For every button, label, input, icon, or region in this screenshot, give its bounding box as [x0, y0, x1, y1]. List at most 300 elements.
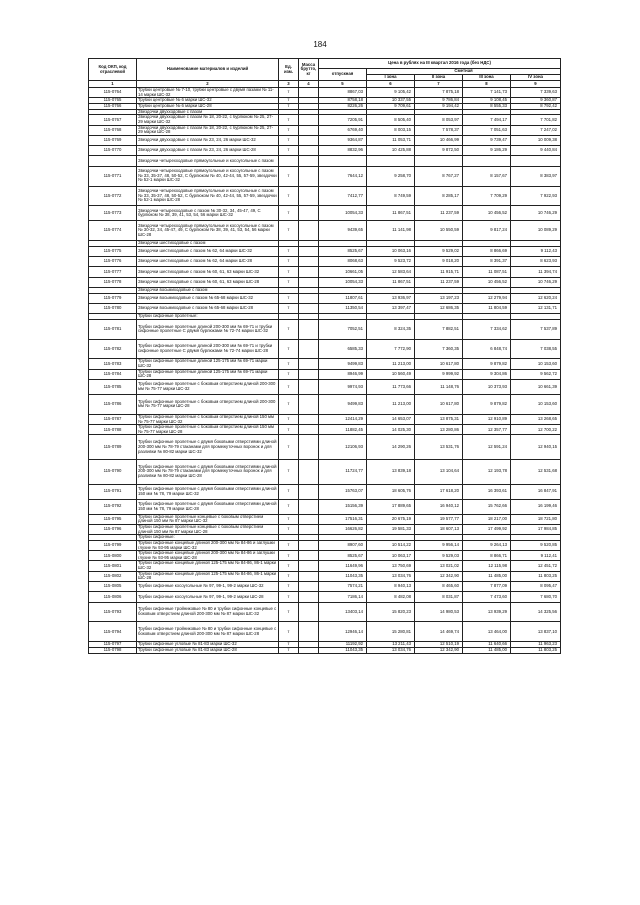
price-zone-3: 8 555,33 — [463, 103, 511, 109]
table-row — [89, 602, 561, 622]
item-mass — [299, 582, 319, 592]
column-number: 4 — [299, 81, 319, 88]
price-zone-4: 9 520,85 — [511, 540, 561, 550]
price-zone-1: 11 053,71 — [367, 135, 415, 145]
price-zone-2: 12 342,90 — [415, 571, 463, 581]
column-number: 5 — [319, 81, 367, 88]
price-table — [88, 58, 561, 654]
price-zone-3: 6 848,74 — [463, 339, 511, 359]
item-name: Трубки сифонные пролетные длиной 200-300 мм № 69-71 и трубки сифонные пролетные С двумя бурлюками № 72-74 марки ШС-32 — [137, 319, 279, 339]
price-zone-3: 12 193,78 — [463, 460, 511, 485]
table-row — [89, 257, 561, 267]
item-unit: т — [279, 98, 299, 104]
column-number: 1 — [89, 81, 137, 88]
table-row — [89, 571, 561, 581]
price-release: 7644,12 — [319, 166, 367, 186]
price-zone-4: 10 746,29 — [511, 277, 561, 287]
item-unit: т — [279, 514, 299, 524]
price-zone-3: 12 357,77 — [463, 425, 511, 435]
price-zone-2: 10 617,80 — [415, 359, 463, 369]
table-row — [89, 551, 561, 561]
item-name: Звездочки шестиходовые с пазом № 60, 61, 63 марки ШС-28 — [137, 277, 279, 287]
table-row — [89, 115, 561, 125]
item-code: 115-0784 — [89, 369, 137, 379]
price-release: 11807,61 — [319, 293, 367, 303]
price-zone-1: 13 211,43 — [367, 642, 415, 648]
price-zone-3: 9 304,86 — [463, 369, 511, 379]
price-release: 8867,03 — [319, 88, 367, 98]
price-release: 12414,29 — [319, 414, 367, 424]
price-zone-4: 8 623,93 — [511, 257, 561, 267]
price-zone-2: 9 529,02 — [415, 246, 463, 256]
price-zone-4: 12 531,68 — [511, 460, 561, 485]
page-number: 184 — [313, 40, 327, 49]
price-zone-3: 11 640,66 — [463, 642, 511, 648]
price-zone-4: 12 940,15 — [511, 435, 561, 460]
price-release: 9499,83 — [319, 395, 367, 415]
table-row — [89, 166, 561, 186]
item-code: 115-0797 — [89, 642, 137, 648]
price-zone-4: 7 038,55 — [511, 339, 561, 359]
item-name: Звездочки двухходовые с пазом № 23, 24, 26 марки ШС-32 — [137, 135, 279, 145]
item-name: Звездочки восьмиходовые с пазом № 65-68 марки ШС-32 — [137, 293, 279, 303]
item-mass — [299, 602, 319, 622]
table-row — [89, 146, 561, 156]
item-mass — [299, 647, 319, 653]
price-release: 11724,77 — [319, 460, 367, 485]
table-row — [89, 484, 561, 499]
price-zone-2: 18 607,13 — [415, 524, 463, 534]
price-zone-2: 7 360,35 — [415, 339, 463, 359]
item-code: 115-0785 — [89, 380, 137, 395]
price-zone-2 — [415, 156, 463, 166]
price-zone-2: 14 469,74 — [415, 622, 463, 642]
item-name: Трубки сифонные тройниковые № 80 и трубки сифонные концевые с боковым отверстием длиной 200-300 мм № 87 марки ШС-28 — [137, 622, 279, 642]
price-zone-2: 16 940,12 — [415, 499, 463, 514]
price-release: 10054,33 — [319, 277, 367, 287]
item-mass — [299, 571, 319, 581]
price-zone-4: 7 701,82 — [511, 115, 561, 125]
price-zone-3: 7 877,09 — [463, 582, 511, 592]
header-release: отпускная — [319, 69, 367, 81]
item-name: Трубки сифонные пролетные: — [137, 314, 279, 320]
item-code: 115-0806 — [89, 592, 137, 602]
price-zone-3: 13 464,00 — [463, 622, 511, 642]
item-mass — [299, 499, 319, 514]
header-mass: Масса брутто, кг — [299, 59, 319, 81]
column-number: 6 — [367, 81, 415, 88]
table-row — [89, 339, 561, 359]
header-zone-2: II зона — [415, 75, 463, 81]
item-unit: т — [279, 267, 299, 277]
price-zone-2: 13 104,64 — [415, 460, 463, 485]
price-release: 13403,14 — [319, 602, 367, 622]
table-row — [89, 156, 561, 166]
item-mass — [299, 257, 319, 267]
item-mass — [299, 135, 319, 145]
price-zone-3: 9 739,47 — [463, 135, 511, 145]
price-zone-1: 14 653,07 — [367, 414, 415, 424]
price-zone-4: 12 451,72 — [511, 561, 561, 571]
price-zone-2: 10 466,99 — [415, 135, 463, 145]
price-zone-4: 8 792,42 — [511, 103, 561, 109]
price-zone-4: 9 360,87 — [511, 98, 561, 104]
price-zone-2: 13 531,76 — [415, 435, 463, 460]
price-zone-1: 11 213,00 — [367, 359, 415, 369]
item-code: 115-0802 — [89, 571, 137, 581]
price-zone-2: 8 031,87 — [415, 592, 463, 602]
price-release: 8068,63 — [319, 257, 367, 267]
item-mass — [299, 622, 319, 642]
item-name: Трубки сифонные концевые длиной 200-300 мм № 84-86 и заглушки глухие № 93-95 марки ШС-32 — [137, 540, 279, 550]
item-mass — [299, 359, 319, 369]
price-release: 8946,99 — [319, 369, 367, 379]
item-unit — [279, 156, 299, 166]
item-code: 115-0765 — [89, 98, 137, 104]
price-zone-2: 11 915,71 — [415, 267, 463, 277]
price-zone-1: 13 034,76 — [367, 647, 415, 653]
price-zone-4: 9 440,84 — [511, 146, 561, 156]
table-row — [89, 561, 561, 571]
header-code: Код ОКП, код отраслевой — [89, 59, 137, 81]
column-number: 2 — [137, 81, 279, 88]
item-code: 115-0788 — [89, 425, 137, 435]
item-mass — [299, 592, 319, 602]
price-zone-3: 9 879,82 — [463, 395, 511, 415]
item-name: Трубки центровые № 7-10, трубки центровые с двумя пазами № 11-14 марки ШС-32 — [137, 88, 279, 98]
price-zone-2: 10 550,59 — [415, 221, 463, 241]
table-row — [89, 303, 561, 313]
price-zone-1: 11 773,66 — [367, 380, 415, 395]
price-release: 11043,35 — [319, 647, 367, 653]
price-release: 7052,51 — [319, 319, 367, 339]
price-release: 15763,07 — [319, 484, 367, 499]
price-zone-4: 12 620,24 — [511, 293, 561, 303]
table-row — [89, 206, 561, 221]
price-release: 16626,82 — [319, 524, 367, 534]
item-unit: т — [279, 647, 299, 653]
price-release: 7574,21 — [319, 582, 367, 592]
item-unit: т — [279, 592, 299, 602]
item-mass — [299, 319, 319, 339]
item-unit: т — [279, 135, 299, 145]
item-mass — [299, 277, 319, 287]
price-zone-1: 15 280,81 — [367, 622, 415, 642]
price-zone-3: 16 393,61 — [463, 484, 511, 499]
price-zone-1: 8 940,13 — [367, 582, 415, 592]
table-row — [89, 425, 561, 435]
price-zone-4: 11 963,23 — [511, 642, 561, 648]
price-release: 9439,65 — [319, 221, 367, 241]
price-zone-2: 9 194,42 — [415, 103, 463, 109]
table-row — [89, 540, 561, 550]
price-zone-4: 9 112,41 — [511, 551, 561, 561]
item-mass — [299, 339, 319, 359]
price-zone-4: 8 095,47 — [511, 582, 561, 592]
price-zone-1: 11 141,98 — [367, 221, 415, 241]
item-unit: т — [279, 186, 299, 206]
item-code: 115-0790 — [89, 460, 137, 485]
item-unit: т — [279, 582, 299, 592]
item-mass — [299, 369, 319, 379]
item-code: 115-0795 — [89, 514, 137, 524]
item-name: Звездочки четырехходовые прямоугольные и косоугольные с пазом № 33, 35-37, 48, 50-52, С бурлюком № 40, 42-44, 55, 57-59, звездочки № 52-1 марки ШС-28 — [137, 186, 279, 206]
item-code: 115-0771 — [89, 166, 137, 186]
item-unit: т — [279, 257, 299, 267]
column-number: 9 — [511, 81, 561, 88]
header-zone-1: I зона — [367, 75, 415, 81]
item-code: 115-0782 — [89, 339, 137, 359]
item-name: Трубки сифонные пролетные с боковым отверстием длиной 150 мм № 75-77 марки ШС-32 — [137, 414, 279, 424]
item-name: Трубки сифонные пролетные с двумя боковыми отверстиями длиной 150 мм № 78, 79 марки ШС-32 — [137, 484, 279, 499]
item-name: Трубки сифонные концевые длиной 125-175 мм № 84-86, 86-1 марки ШС-32 — [137, 561, 279, 571]
item-code: 115-0777 — [89, 267, 137, 277]
item-name: Звездочки двухходовые с пазом — [137, 109, 279, 115]
price-zone-3 — [463, 156, 511, 166]
price-zone-3: 8 866,69 — [463, 246, 511, 256]
item-code: 115-0780 — [89, 303, 137, 313]
item-name: Звездочки четырехходовые прямоугольные и косоугольные с пазом № 30-32, 34, 45-47, 49, С бурлюком № 38, 39, 41, 53, 54, 56 марки ШС-28 — [137, 221, 279, 241]
item-name: Трубки сифонные пролетные с двумя боковыми отверстиями длиной 200-300 мм № 78-79 стаканами для промежуточных воронок и для разливки № 80-82 марки ШС-32 — [137, 435, 279, 460]
item-unit: т — [279, 524, 299, 534]
table-row — [89, 246, 561, 256]
item-unit: т — [279, 551, 299, 561]
item-mass — [299, 246, 319, 256]
price-zone-4: 11 394,74 — [511, 267, 561, 277]
price-zone-2: 19 577,77 — [415, 514, 463, 524]
table-row — [89, 359, 561, 369]
table-row — [89, 582, 561, 592]
item-unit: т — [279, 146, 299, 156]
item-name: Трубки сифонные пролетные концевые с боковым отверстием длиной 150 мм № 87 марки ШС-32 — [137, 514, 279, 524]
item-name: Звездочки восьмиходовые с пазом — [137, 287, 279, 293]
price-zone-1: 14 290,26 — [367, 435, 415, 460]
item-code: 115-0778 — [89, 277, 137, 287]
item-name: Звездочки шестиходовые с пазом № 60, 61, 63 марки ШС-32 — [137, 267, 279, 277]
item-code: 115-0798 — [89, 647, 137, 653]
item-code: 115-0791 — [89, 484, 137, 499]
item-code: 115-0767 — [89, 115, 137, 125]
price-release: 11649,96 — [319, 561, 367, 571]
item-code: 115-0773 — [89, 206, 137, 221]
price-zone-1: 8 482,08 — [367, 592, 415, 602]
price-zone-4: 8 383,97 — [511, 166, 561, 186]
table-row — [89, 267, 561, 277]
item-unit: т — [279, 499, 299, 514]
item-unit: т — [279, 339, 299, 359]
price-zone-2: 13 875,31 — [415, 414, 463, 424]
price-release: 15156,39 — [319, 499, 367, 514]
item-name: Трубки сифонные: — [137, 535, 279, 541]
item-code: 115-0794 — [89, 622, 137, 642]
price-zone-4: 10 153,60 — [511, 359, 561, 369]
price-zone-1: 9 523,72 — [367, 257, 415, 267]
price-release: 11882,45 — [319, 425, 367, 435]
price-zone-3: 7 473,60 — [463, 592, 511, 602]
item-code: 115-0770 — [89, 146, 137, 156]
item-name: Трубки сифонные концевые длиной 125-175 мм № 84-86, 86-1 марки ШС-28 — [137, 571, 279, 581]
item-code: 115-0772 — [89, 186, 137, 206]
price-zone-2: 11 237,59 — [415, 277, 463, 287]
table-row — [89, 135, 561, 145]
item-name: Звездочки восьмиходовые с пазом № 65-68 марки ШС-28 — [137, 303, 279, 313]
table-row — [89, 499, 561, 514]
table-row — [89, 622, 561, 642]
price-zone-3: 12 115,98 — [463, 561, 511, 571]
item-mass — [299, 206, 319, 221]
price-zone-4: 7 922,93 — [511, 186, 561, 206]
price-release: 6769,40 — [319, 125, 367, 135]
price-zone-4: 18 721,80 — [511, 514, 561, 524]
price-zone-3: 7 334,62 — [463, 319, 511, 339]
item-unit: т — [279, 642, 299, 648]
price-release: 9974,93 — [319, 380, 367, 395]
item-unit: т — [279, 540, 299, 550]
price-zone-3: 8 866,71 — [463, 551, 511, 561]
item-name: Трубки сифонные пролетные с боковым отверстием длиной 200-300 мм № 75-77 марки ШС-28 — [137, 395, 279, 415]
item-code: 115-0787 — [89, 414, 137, 424]
item-unit: т — [279, 369, 299, 379]
price-zone-3: 7 051,63 — [463, 125, 511, 135]
price-zone-4: 16 199,46 — [511, 499, 561, 514]
price-zone-3: 9 817,24 — [463, 221, 511, 241]
item-name: Трубки сифонные косоугольные № 97, 99-1, 99-2 марки ШС-28 — [137, 592, 279, 602]
item-mass — [299, 115, 319, 125]
price-zone-1: 14 025,30 — [367, 425, 415, 435]
item-unit: т — [279, 561, 299, 571]
item-code: 115-0796 — [89, 524, 137, 534]
item-name: Трубки сифонные косоугольные № 97, 99-1, 99-2 марки ШС-32 — [137, 582, 279, 592]
table-row — [89, 319, 561, 339]
price-release: 7186,14 — [319, 592, 367, 602]
price-zone-4: 7 680,70 — [511, 592, 561, 602]
header-price-group: Цена в рублях на III квартал 2016 года (без НДС) — [319, 59, 561, 69]
price-zone-4: 11 803,25 — [511, 647, 561, 653]
item-unit: т — [279, 380, 299, 395]
item-name: Трубки сифонные угловые № 81-83 марки ШС-28 — [137, 647, 279, 653]
table-row — [89, 369, 561, 379]
item-name: Звездочки двухходовые с пазом № 23, 24, 26 марки ШС-28 — [137, 146, 279, 156]
item-mass — [299, 435, 319, 460]
item-unit: т — [279, 88, 299, 98]
price-zone-4: 9 562,72 — [511, 369, 561, 379]
header-name: Наименование материалов и изделий — [137, 59, 279, 81]
price-zone-1: 7 772,90 — [367, 339, 415, 359]
price-zone-2: 9 872,50 — [415, 146, 463, 156]
price-zone-4: 9 112,43 — [511, 246, 561, 256]
item-unit: т — [279, 206, 299, 221]
item-unit: т — [279, 484, 299, 499]
header-estimate: Сметная — [367, 69, 561, 75]
table-row — [89, 293, 561, 303]
price-zone-4: 10 089,29 — [511, 221, 561, 241]
price-zone-2: 9 956,14 — [415, 540, 463, 550]
price-release: 10054,33 — [319, 206, 367, 221]
item-unit: т — [279, 395, 299, 415]
price-zone-2: 13 197,23 — [415, 293, 463, 303]
price-release: 12106,93 — [319, 435, 367, 460]
price-zone-1: 17 889,65 — [367, 499, 415, 514]
item-name: Трубки сифонные пролетные концевые с боковым отверстием длиной 150 мм № 87 марки ШС-28 — [137, 524, 279, 534]
item-mass — [299, 166, 319, 186]
item-mass — [299, 540, 319, 550]
item-name: Звездочки шестиходовые с пазом № 62, 64 марки ШС-32 — [137, 246, 279, 256]
item-mass — [299, 524, 319, 534]
item-code: 115-0764 — [89, 88, 137, 98]
price-zone-3: 11 087,51 — [463, 267, 511, 277]
price-zone-3: 10 456,52 — [463, 206, 511, 221]
price-zone-3: 7 494,17 — [463, 115, 511, 125]
price-zone-1: 10 063,17 — [367, 551, 415, 561]
price-zone-1: 12 583,64 — [367, 267, 415, 277]
price-zone-2: 13 280,86 — [415, 425, 463, 435]
table-row — [89, 435, 561, 460]
item-mass — [299, 267, 319, 277]
price-zone-1: 13 034,76 — [367, 571, 415, 581]
item-code: 115-0805 — [89, 582, 137, 592]
price-release — [319, 156, 367, 166]
price-zone-3: 8 391,37 — [463, 257, 511, 267]
price-release: 11350,54 — [319, 303, 367, 313]
item-unit: т — [279, 460, 299, 485]
price-zone-2: 10 617,80 — [415, 395, 463, 415]
price-zone-2: 8 465,60 — [415, 582, 463, 592]
price-zone-2: 8 053,97 — [415, 115, 463, 125]
column-number: 7 — [415, 81, 463, 88]
item-code: 115-0799 — [89, 540, 137, 550]
item-code: 115-0792 — [89, 499, 137, 514]
price-zone-1: 11 213,00 — [367, 395, 415, 415]
price-zone-4: 13 268,65 — [511, 414, 561, 424]
item-code: 115-0793 — [89, 602, 137, 622]
price-release: 8226,26 — [319, 103, 367, 109]
table-row — [89, 647, 561, 653]
price-zone-2: 14 980,53 — [415, 602, 463, 622]
price-zone-3: 11 485,00 — [463, 571, 511, 581]
price-zone-2: 12 510,19 — [415, 642, 463, 648]
price-zone-4: 10 661,39 — [511, 380, 561, 395]
item-unit: т — [279, 246, 299, 256]
item-mass — [299, 551, 319, 561]
item-name: Трубки сифонные пролетные с двумя боковыми отверстиями длиной 150 мм № 78, 79 марки ШС-28 — [137, 499, 279, 514]
price-zone-1: 13 936,97 — [367, 293, 415, 303]
price-release: 7205,91 — [319, 115, 367, 125]
price-zone-1: 8 749,59 — [367, 186, 415, 206]
item-unit: т — [279, 125, 299, 135]
item-code: 115-0789 — [89, 435, 137, 460]
table-row — [89, 514, 561, 524]
price-zone-1: 20 675,19 — [367, 514, 415, 524]
price-zone-4: 12 700,22 — [511, 425, 561, 435]
item-code: 115-0779 — [89, 293, 137, 303]
price-zone-2: 8 767,27 — [415, 166, 463, 186]
item-unit: т — [279, 221, 299, 241]
price-zone-4 — [511, 156, 561, 166]
price-zone-3: 17 499,92 — [463, 524, 511, 534]
item-name: Трубки сифонные тройниковые № 80 и трубки сифонные концевые с боковым отверстием длиной 200-300 мм № 87 марки ШС-32 — [137, 602, 279, 622]
table-row — [89, 380, 561, 395]
item-unit: т — [279, 303, 299, 313]
price-release: 8758,18 — [319, 98, 367, 104]
price-zone-1: 18 605,76 — [367, 484, 415, 499]
table-row — [89, 592, 561, 602]
price-zone-1: 11 867,51 — [367, 206, 415, 221]
price-release: 7412,77 — [319, 186, 367, 206]
price-zone-3: 8 157,67 — [463, 166, 511, 186]
column-numbers-row — [89, 81, 561, 88]
price-zone-4: 17 984,85 — [511, 524, 561, 534]
price-zone-3: 9 108,45 — [463, 98, 511, 104]
